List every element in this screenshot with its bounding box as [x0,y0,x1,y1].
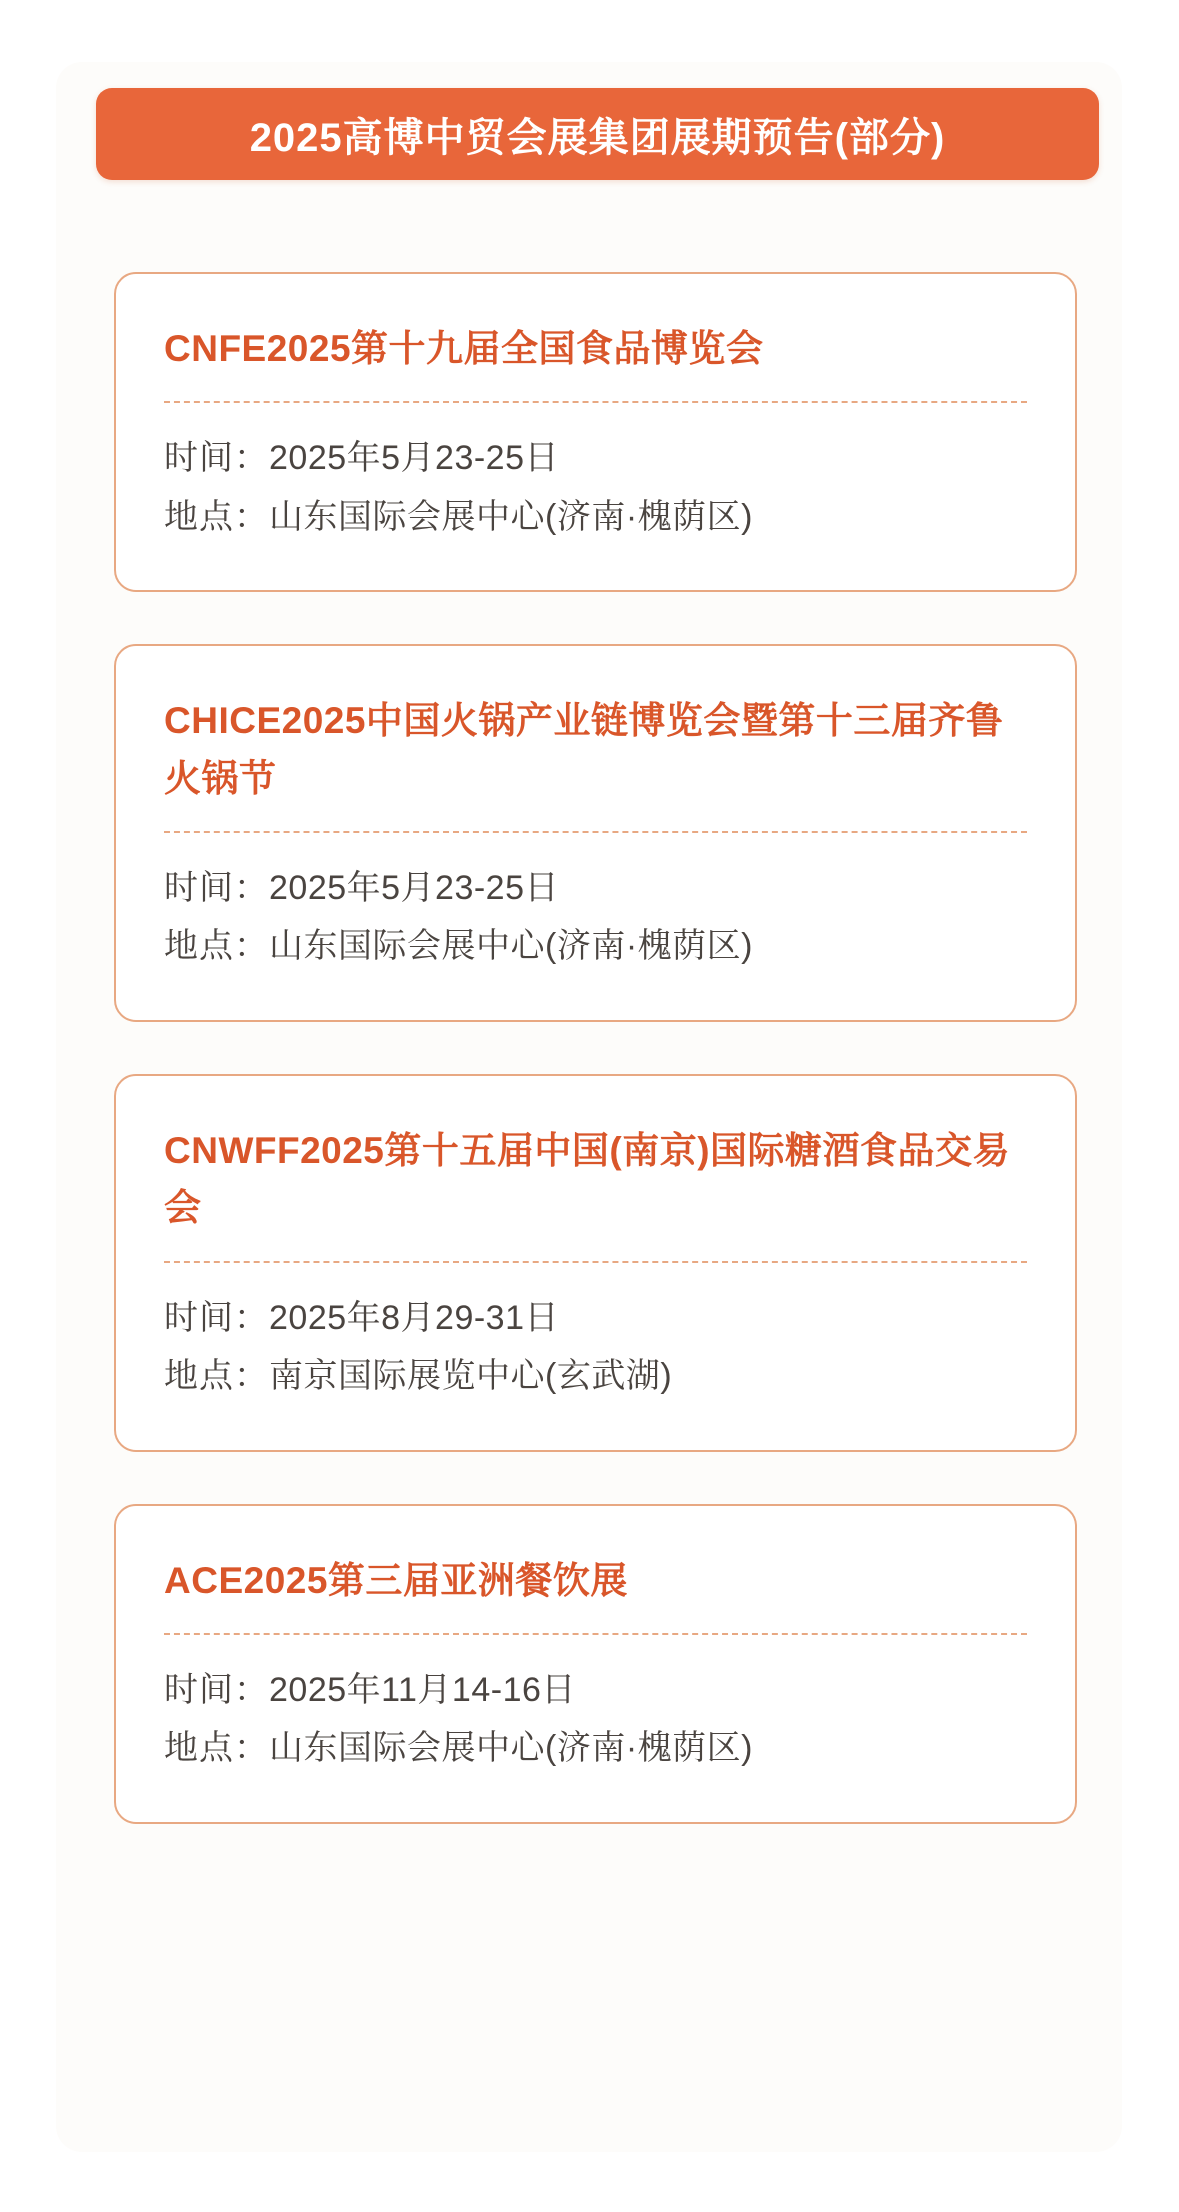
event-title: ACE2025第三届亚洲餐饮展 [164,1559,628,1601]
event-place-row [164,1719,1027,1777]
event-place-value: 山东国际会展中心(济南·槐荫区) [269,927,753,966]
event-place-label: 地点： [164,927,269,966]
event-list [114,272,1077,1876]
card-divider [164,1261,1027,1263]
event-title: CNFE2025第十九届全国食品博览会 [164,328,764,369]
page-title: 2025高博中贸会展集团展期预告(部分) [249,115,946,160]
event-time-row [164,1289,1027,1347]
event-title: CHICE2025中国火锅产业链博览会暨第十三届齐鲁火锅节 [164,700,1004,799]
event-place-row [164,1347,1027,1405]
event-card[interactable] [114,272,1077,592]
event-place-value: 山东国际会展中心(济南·槐荫区) [269,497,753,536]
event-time-label: 时间： [164,1670,269,1709]
event-time-label: 时间： [164,1298,269,1337]
event-card[interactable] [114,1504,1077,1824]
event-time-row [164,429,1027,487]
event-place-label: 地点： [164,1729,269,1768]
card-divider [164,831,1027,833]
header-ribbon [96,88,1099,180]
card-divider [164,1633,1027,1635]
event-place-row [164,917,1027,975]
header-ribbon-body [96,88,1099,180]
event-title: CNWFF2025第十五届中国(南京)国际糖酒食品交易会 [164,1129,1011,1229]
event-time-row [164,859,1027,917]
event-place-label: 地点： [164,1357,269,1396]
event-time-label: 时间： [164,439,269,478]
event-card[interactable] [114,1074,1077,1452]
event-time-row [164,1661,1027,1719]
event-place-label: 地点： [164,497,269,536]
event-place-value: 南京国际展览中心(玄武湖) [269,1357,673,1396]
event-place-value: 山东国际会展中心(济南·槐荫区) [269,1729,753,1768]
event-place-row [164,488,1027,546]
event-time-value: 2025年8月29-31日 [269,1298,560,1337]
event-time-value: 2025年5月23-25日 [269,439,560,478]
event-time-value: 2025年11月14-16日 [269,1670,576,1709]
event-time-label: 时间： [164,868,269,907]
event-card[interactable] [114,644,1077,1022]
event-time-value: 2025年5月23-25日 [269,868,560,907]
card-divider [164,401,1027,403]
